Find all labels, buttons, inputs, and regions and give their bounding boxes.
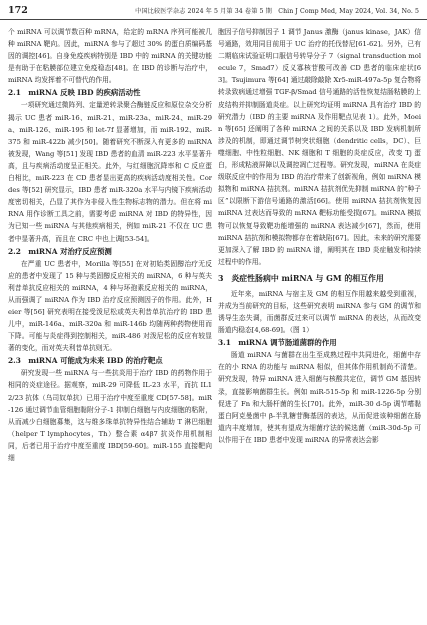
page-number: 172 <box>8 5 28 16</box>
section-heading-3-1: 3.1 miRNA 调节肠道菌群的作用 <box>218 338 337 348</box>
paragraph-2-1: 一项研究通过微阵列、定量逆转录聚合酶链反应和原位杂交分析揭示 UC 患者 miR-16、miR-21、miR-23a、miR-24、miR-29a、miR-126、miR-195 和 let-7f 显著增加，而 miR-192、miR-375 和 miR-422b 减少[50]。随着研究不断深入有更多的 miRNA 被发现，Wang 等[51] 发现 IBD 患者的血清 miR-223 水平显著升高，且与疾病活动度呈正相关。此外，与红细胞沉降率和 C 反应蛋白相比，miR-223 在 CD 患者显出更高的疾病活动度相关性。Cordes 等[52] 研究显示，IBD 患者 miR-320a 水平与内镜下疾病活动度密切相关，凸显了其作为非侵入性生物标志物的潜力。但在将 miRNA 用作诊断工具之前，需要考虑 miRNA 对 IBD 的特异性，因为已知一些 miRNA 与其他疾病相关，例如 miR-21 不仅在 UC 患者中显著升高，而且在 CRC 中也上调[53-54]。 <box>8 101 212 243</box>
journal-citation: 中国比较医学杂志 2024 年 5 月第 34 卷第 5 期 Chin J Comp Med, May 2024, Vol. 34, No. 5 <box>135 8 419 15</box>
section-heading-2-2: 2.2 miRNA 对治疗反应预测 <box>8 246 112 256</box>
section-heading-2-3: 2.3 miRNA 可能成为未来 IBD 的治疗靶点 <box>8 356 163 366</box>
paragraph-2-2: 在严重 UC 患者中，Morilla 等[55] 在对初始类固醇治疗无反应的患者中发现了 15 种与类固醇反应相关的 miRNA，6 种与英夫利昔单抗反应相关的 miRNA，4 种与环孢素反应相关的 miRNA，从而强调了 miRNA 作为 IBD 治疗反应预测因子的作用。此外，Heier 等[56] 研究表明在接受泼尼松或英夫利昔单抗治疗的 IBD 患儿中，miR-146a、miR-320a 和 miR-146b 均随两种药物使用而下降。可能与炎症得到控制相关，miR-486 对泼尼松的反应有较显著的变化，而对英夫利昔单抗则无。 <box>8 259 212 353</box>
paragraph-3-1: 肠道 miRNA 与菌群在出生至成熟过程中共同进化，细菌中存在的小 RNA 的功能与 miRNA 相似，但其体作用机制尚不清楚。研究发现，特异 miRNA 进入细菌与核酸共定位，调节 GM 基因转录，直接影响菌群生长。例如 miR-515-5p 和 miR-1226-5p 分别促进了 Fn 和大肠杆菌的生长[70]。此外，miR-30 d-5p 调节嗜黏蛋白阿克曼菌中 β-半乳糖苷酶基因的表达，从而促进该种细菌在肠道内丰度增加，使其有望成为细菌疗法的候选菌（miR-30d-5p 可以作用于在 IBD 患者中发现 miRNA 的异常表达会影 <box>218 351 421 444</box>
left-column <box>8 26 212 622</box>
page-header <box>0 0 427 20</box>
paragraph-3: 近年来，miRNA 与宿主及 GM 的相互作用越来越受到重视，并成为当前研究的目标，这些研究表明 miRNA 参与 GM 的调节和诱导生态失调，而菌群反过来可以调节 miRNA 的表达，从而改变肠道内稳态[4,68-69]。（图 1） <box>218 289 421 335</box>
intro-paragraph: 个 miRNA 可以调节数百种 mRNA，给定的 mRNA 序列可能被几种 miRNA 靶向。因此，miRNA 参与了超过 30% 的蛋白质编码基因的调控[46]。自身免疫疾病特别是 IBD 中的 miRNA 的关键功能是有助于在粘膜部位建立免疫稳态[48]。在 IBD 的诊断与治疗中，miRNA 均发挥着不可替代的作用。 <box>8 28 212 85</box>
section-heading-3: 3 炎症性肠病中 miRNA 与 GM 的相互作用 <box>218 273 384 283</box>
section-heading-2-1: 2.1 miRNA 反映 IBD 的疾病活动性 <box>8 88 141 98</box>
continued-paragraph: 胞因子信号抑制因子 1 调节 Janus 激酶（janus kinase，JAK）信号通路，效用同目前用于 UC 治疗的托伐替尼[61-62]。另外，已有二期临床试验证明口服信号转导分子 7（signal transduction molecule 7，Smad7）反义寡核苷酸可改善 CD 患者的临床症状[63]。Tsujimura 等[64] 通过敲除敲除 Xr5-miR-497a-5p 复合物将转录致病通过增强 TGF-β/Smad 信号通路的活性恢复结肠粘膜的上皮结构并抑制肠道炎症。以上研究均证明 miRNA 具有治疗 IBD 的研究潜力（IBD 的主要 miRNA 及作用靶点见表 1）。此外，Moein 等[65] 还阐明了各种 miRNA 之间的关系以及 IBD 发病机制所涉及的机制，即通过调节树突状细胞（dendritic cells，DC）、巨噬细胞、中性粒细胞、NK 细胞和 T 细胞的炎症反应，改变 Tj 蛋白，形成粘液屏障以及调控凋亡过程等。研究发现，miRNA 在炎症级联反应中的作用为 IBD 的治疗带来了创新视角，例如 miRNA 模拟物和 miRNA 拮抗剂。miRNA 拮抗剂优先抑制 miRNA 的“种子区”以限断下游信号通路的激活[66]。使用 miRNA 拮抗剂恢复因 miRNA 过表达而导致的 mRNA 靶标功能受损[67]。miRNA 模拟物可以恢复导致靶功能增强的 miRNA 表达减少[67]，然而，使用 miRNA 拮抗剂和模拟物都存在着缺陷[67]。因此，未来的研究需要更加深入了解 IBD 的 miRNA 谱，阐明其在 IBD 炎症触发和持续过程中的作用。 <box>218 28 421 266</box>
right-column <box>218 26 421 622</box>
paragraph-2-3: 研究发现一些 miRNA 与一些抗炎用于治疗 IBD 的药物作用于相同的炎症途径。据观察，miR-29 可降低 IL-23 水平，而抗 IL12/23 抗体（乌司奴单抗）已用于治疗中度至重度 CD[57-58]。miR-126 通过调节血管细胞黏附分子-1 抑制白细胞与内皮细胞的粘附，从而减少白细胞募集，这与维多珠单抗特异性结合辅助 T 淋巴细胞（helper T lymphocytes，Th）整合素 α4β7 抗炎作用机制相同，后者已用于治疗中度至重度 IBD[59-60]。miR-155 直接靶向细 <box>8 369 212 462</box>
